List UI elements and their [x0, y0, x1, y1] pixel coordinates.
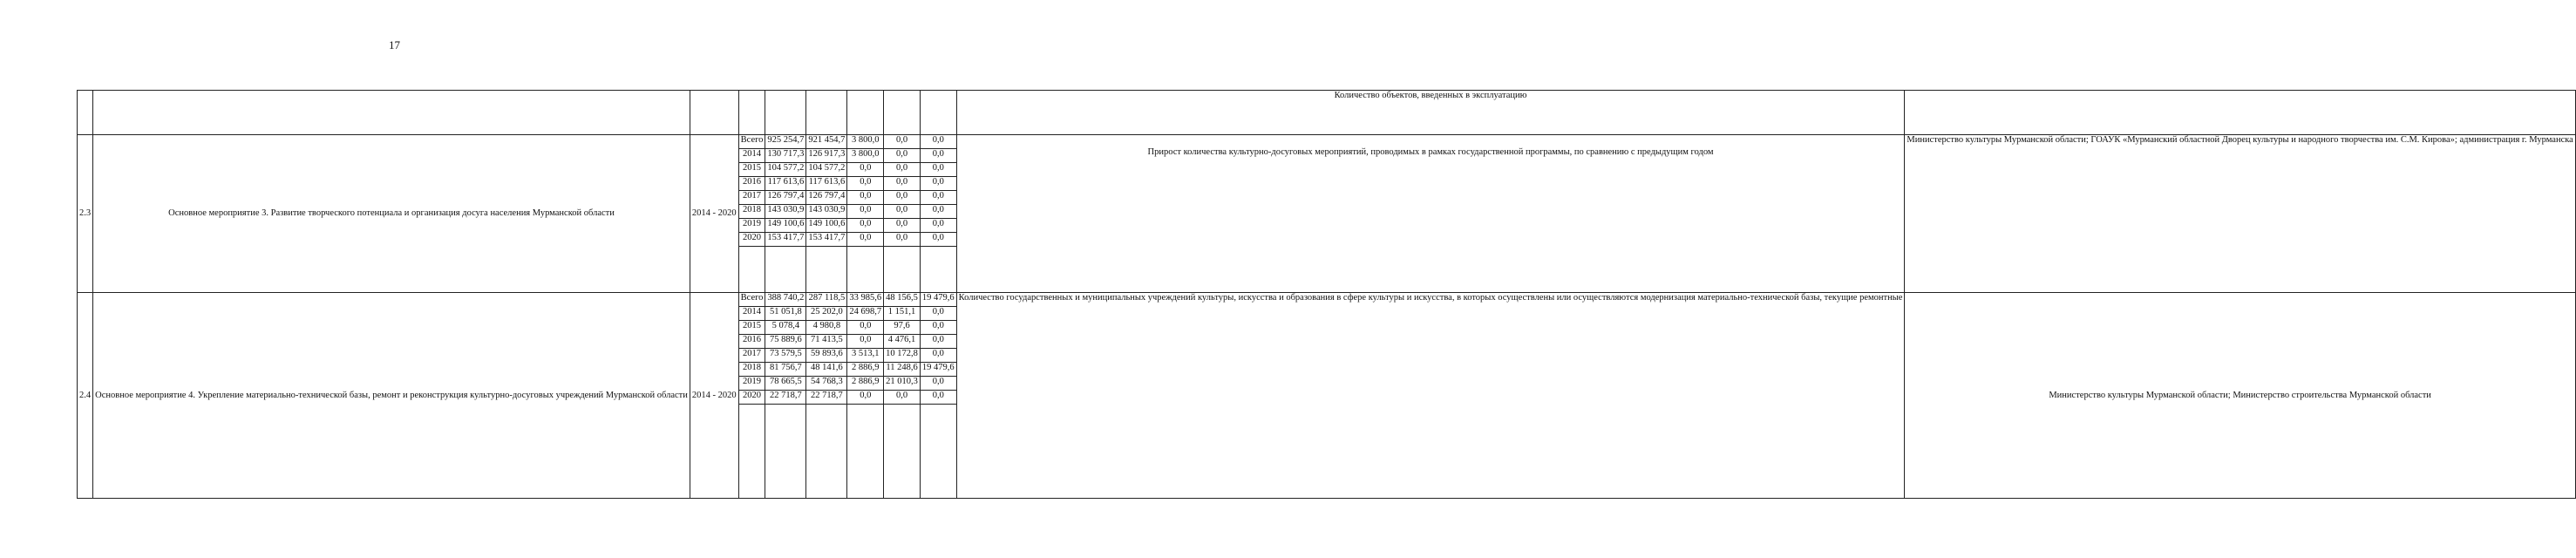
value-cell: 81 756,7 — [765, 363, 806, 377]
value-cell: 2 886,9 — [847, 377, 884, 391]
value-cell: 0,0 — [884, 191, 921, 205]
result-cell: Количество объектов, введенных в эксплуатацию — [956, 91, 1905, 135]
value-cell: 0,0 — [920, 191, 956, 205]
page-number: 17 — [389, 38, 400, 51]
value-cell: 0,0 — [847, 335, 884, 349]
value-cell: 4 476,1 — [884, 335, 921, 349]
value-cell: 0,0 — [920, 391, 956, 405]
value-cell: 59 893,6 — [806, 349, 847, 363]
value-cell: 19 479,6 — [920, 293, 956, 307]
value-cell: 3 800,0 — [847, 149, 884, 163]
value-cell: 0,0 — [847, 191, 884, 205]
period: 2014 - 2020 — [690, 293, 738, 499]
value-cell: 149 100,6 — [765, 219, 806, 233]
value-cell: 0,0 — [884, 219, 921, 233]
result-indicator: Количество государственных и муниципальных учреждений культуры, искусства и образования в сфере культуры и искусства, в которых осуществлены или осуществляются модернизация материально-технической базы, текущие ремонтные — [956, 293, 1905, 499]
continuation-row — [78, 91, 2576, 135]
value-cell: 51 051,8 — [765, 307, 806, 321]
value-cell: 48 156,5 — [884, 293, 921, 307]
value-cell: 21 010,3 — [884, 377, 921, 391]
value-cell: 126 917,3 — [806, 149, 847, 163]
value-cell: 0,0 — [884, 205, 921, 219]
value-cell: 153 417,7 — [765, 233, 806, 247]
value-cell: 0,0 — [920, 335, 956, 349]
value-cell: 71 413,5 — [806, 335, 847, 349]
value-cell: 73 579,5 — [765, 349, 806, 363]
value-cell: 0,0 — [920, 233, 956, 247]
program-table — [77, 90, 2576, 499]
value-cell: 10 172,8 — [884, 349, 921, 363]
value-cell: 22 718,7 — [806, 391, 847, 405]
value-cell: 126 797,4 — [765, 191, 806, 205]
year-cell: 2014 — [738, 149, 765, 163]
year-cell: 2019 — [738, 377, 765, 391]
value-cell: 0,0 — [847, 205, 884, 219]
year-cell: 2016 — [738, 177, 765, 191]
value-cell: 925 254,7 — [765, 135, 806, 149]
year-cell: 2018 — [738, 205, 765, 219]
value-cell: 104 577,2 — [806, 163, 847, 177]
value-cell: 0,0 — [884, 391, 921, 405]
year-cell: 2018 — [738, 363, 765, 377]
value-cell: 0,0 — [884, 233, 921, 247]
value-cell: 0,0 — [847, 321, 884, 335]
value-cell: 126 797,4 — [806, 191, 847, 205]
value-cell: 143 030,9 — [806, 205, 847, 219]
year-cell: 2019 — [738, 219, 765, 233]
measure-name: Основное мероприятие 4. Укрепление материально-технической базы, ремонт и реконструкция культурно-досуговых учреждений Мурманской области — [93, 293, 690, 499]
value-cell: 0,0 — [920, 307, 956, 321]
value-cell: 0,0 — [920, 349, 956, 363]
value-cell: 0,0 — [847, 233, 884, 247]
value-cell: 0,0 — [847, 219, 884, 233]
value-cell: 33 985,6 — [847, 293, 884, 307]
value-cell: 5 078,4 — [765, 321, 806, 335]
year-cell: 2017 — [738, 349, 765, 363]
value-cell: 0,0 — [920, 205, 956, 219]
value-cell: 0,0 — [884, 163, 921, 177]
value-cell: 388 740,2 — [765, 293, 806, 307]
value-cell: 0,0 — [847, 163, 884, 177]
value-cell: 11 248,6 — [884, 363, 921, 377]
value-cell: 24 698,7 — [847, 307, 884, 321]
year-cell: 2015 — [738, 163, 765, 177]
value-cell: 0,0 — [920, 321, 956, 335]
value-cell: 0,0 — [920, 377, 956, 391]
value-cell: 4 980,8 — [806, 321, 847, 335]
value-cell: 75 889,6 — [765, 335, 806, 349]
value-cell: 130 717,3 — [765, 149, 806, 163]
year-cell: Всего — [738, 293, 765, 307]
year-cell: Всего — [738, 135, 765, 149]
result-indicator: Прирост количества культурно-досуговых мероприятий, проводимых в рамках государственной программы, по сравнению с предыдущим годом — [956, 135, 1905, 293]
row-number: 2.3 — [78, 135, 93, 293]
value-cell: 117 613,6 — [765, 177, 806, 191]
value-cell: 0,0 — [847, 391, 884, 405]
year-cell: 2017 — [738, 191, 765, 205]
table-row — [78, 293, 2576, 307]
value-cell: 143 030,9 — [765, 205, 806, 219]
value-cell: 48 141,6 — [806, 363, 847, 377]
row-number: 2.4 — [78, 293, 93, 499]
executor: Министерство культуры Мурманской области; ГОАУК «Мурманский областной Дворец культуры и народного творчества им. С.М. Кирова»; администрация г. Мурманска — [1905, 135, 2575, 293]
value-cell: 0,0 — [884, 177, 921, 191]
table-row — [78, 135, 2576, 149]
year-cell: 2015 — [738, 321, 765, 335]
value-cell: 0,0 — [847, 177, 884, 191]
value-cell: 0,0 — [884, 149, 921, 163]
year-cell: 2016 — [738, 335, 765, 349]
period: 2014 - 2020 — [690, 135, 738, 293]
value-cell: 0,0 — [884, 135, 921, 149]
value-cell: 97,6 — [884, 321, 921, 335]
measure-name: Основное мероприятие 3. Развитие творческого потенциала и организация досуга населения Мурманской области — [93, 135, 690, 293]
value-cell: 3 513,1 — [847, 349, 884, 363]
value-cell: 117 613,6 — [806, 177, 847, 191]
value-cell: 287 118,5 — [806, 293, 847, 307]
value-cell: 0,0 — [920, 177, 956, 191]
year-cell: 2014 — [738, 307, 765, 321]
value-cell: 0,0 — [920, 219, 956, 233]
executor: Министерство культуры Мурманской области; Министерство строительства Мурманской области — [1905, 293, 2575, 499]
value-cell: 0,0 — [920, 163, 956, 177]
value-cell: 25 202,0 — [806, 307, 847, 321]
value-cell: 22 718,7 — [765, 391, 806, 405]
value-cell: 149 100,6 — [806, 219, 847, 233]
value-cell: 3 800,0 — [847, 135, 884, 149]
value-cell: 2 886,9 — [847, 363, 884, 377]
year-cell: 2020 — [738, 391, 765, 405]
value-cell: 78 665,5 — [765, 377, 806, 391]
value-cell: 153 417,7 — [806, 233, 847, 247]
value-cell: 19 479,6 — [920, 363, 956, 377]
year-cell: 2020 — [738, 233, 765, 247]
value-cell: 1 151,1 — [884, 307, 921, 321]
value-cell: 54 768,3 — [806, 377, 847, 391]
value-cell: 921 454,7 — [806, 135, 847, 149]
value-cell: 0,0 — [920, 149, 956, 163]
value-cell: 104 577,2 — [765, 163, 806, 177]
value-cell: 0,0 — [920, 135, 956, 149]
